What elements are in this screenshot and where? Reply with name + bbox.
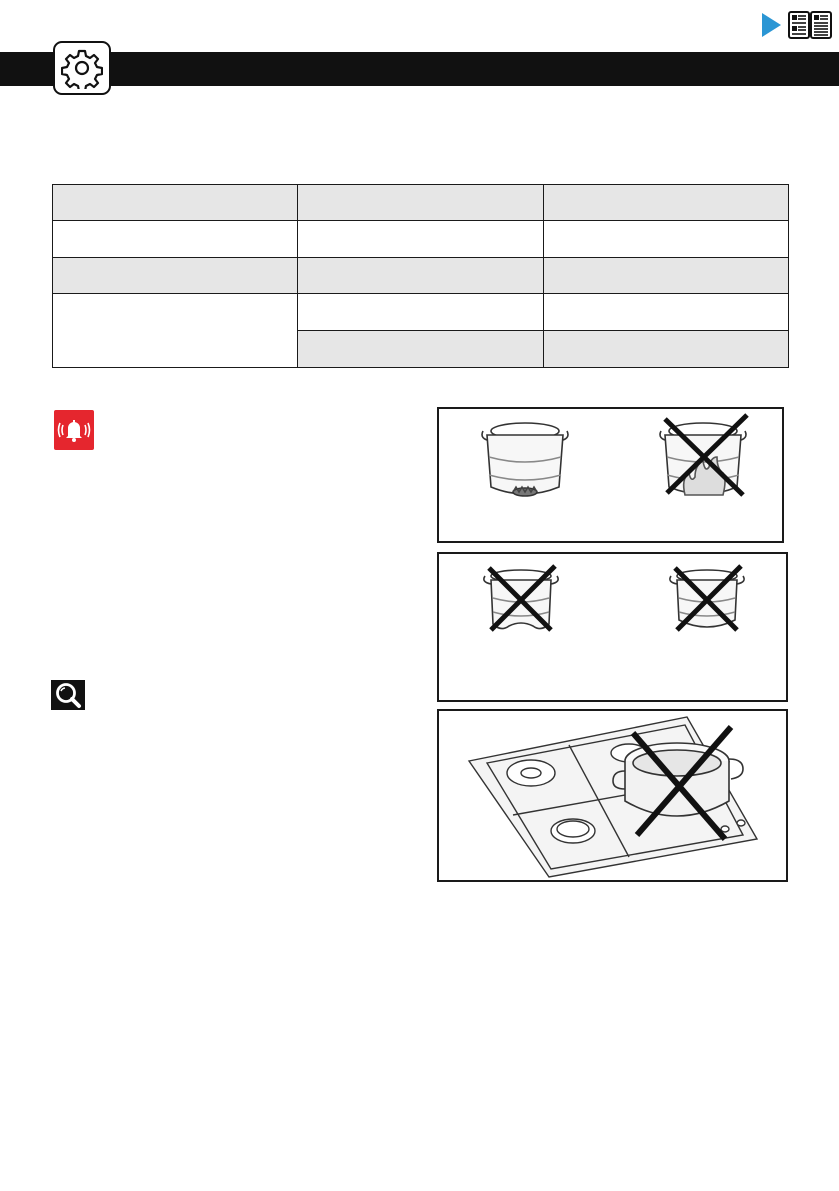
pot-on-uneven-base-illustration <box>484 566 558 630</box>
magnifier-icon <box>51 680 85 710</box>
pot-on-small-burner-illustration <box>482 423 568 496</box>
manual-book-icon[interactable] <box>787 10 834 40</box>
table-cell <box>53 258 298 294</box>
table-cell <box>53 294 298 368</box>
table-row <box>53 258 789 294</box>
pot-on-tilted-base-illustration <box>670 566 744 630</box>
gear-icon <box>61 47 103 89</box>
table-header-row <box>53 185 789 221</box>
table-cell <box>544 258 789 294</box>
table-cell <box>53 185 298 221</box>
table-cell <box>298 258 544 294</box>
table-cell <box>544 185 789 221</box>
table-row <box>53 221 789 258</box>
table-cell <box>298 221 544 258</box>
settings-section-badge <box>53 41 111 95</box>
specification-table <box>52 184 789 368</box>
hob-illustration-panel <box>437 709 788 882</box>
table-cell <box>544 294 789 331</box>
table-cell <box>544 331 789 368</box>
pot-on-large-flame-illustration <box>660 415 747 495</box>
table-cell <box>298 185 544 221</box>
pot-base-illustration-panel <box>437 552 788 702</box>
table-cell <box>53 221 298 258</box>
table-cell <box>298 294 544 331</box>
table-cell <box>298 331 544 368</box>
table-row <box>53 294 789 331</box>
table-cell <box>544 221 789 258</box>
burner-size-illustration-panel <box>437 407 784 543</box>
next-page-arrow-icon[interactable] <box>760 12 782 38</box>
section-header-bar <box>0 52 839 86</box>
alarm-bell-icon <box>54 410 94 450</box>
